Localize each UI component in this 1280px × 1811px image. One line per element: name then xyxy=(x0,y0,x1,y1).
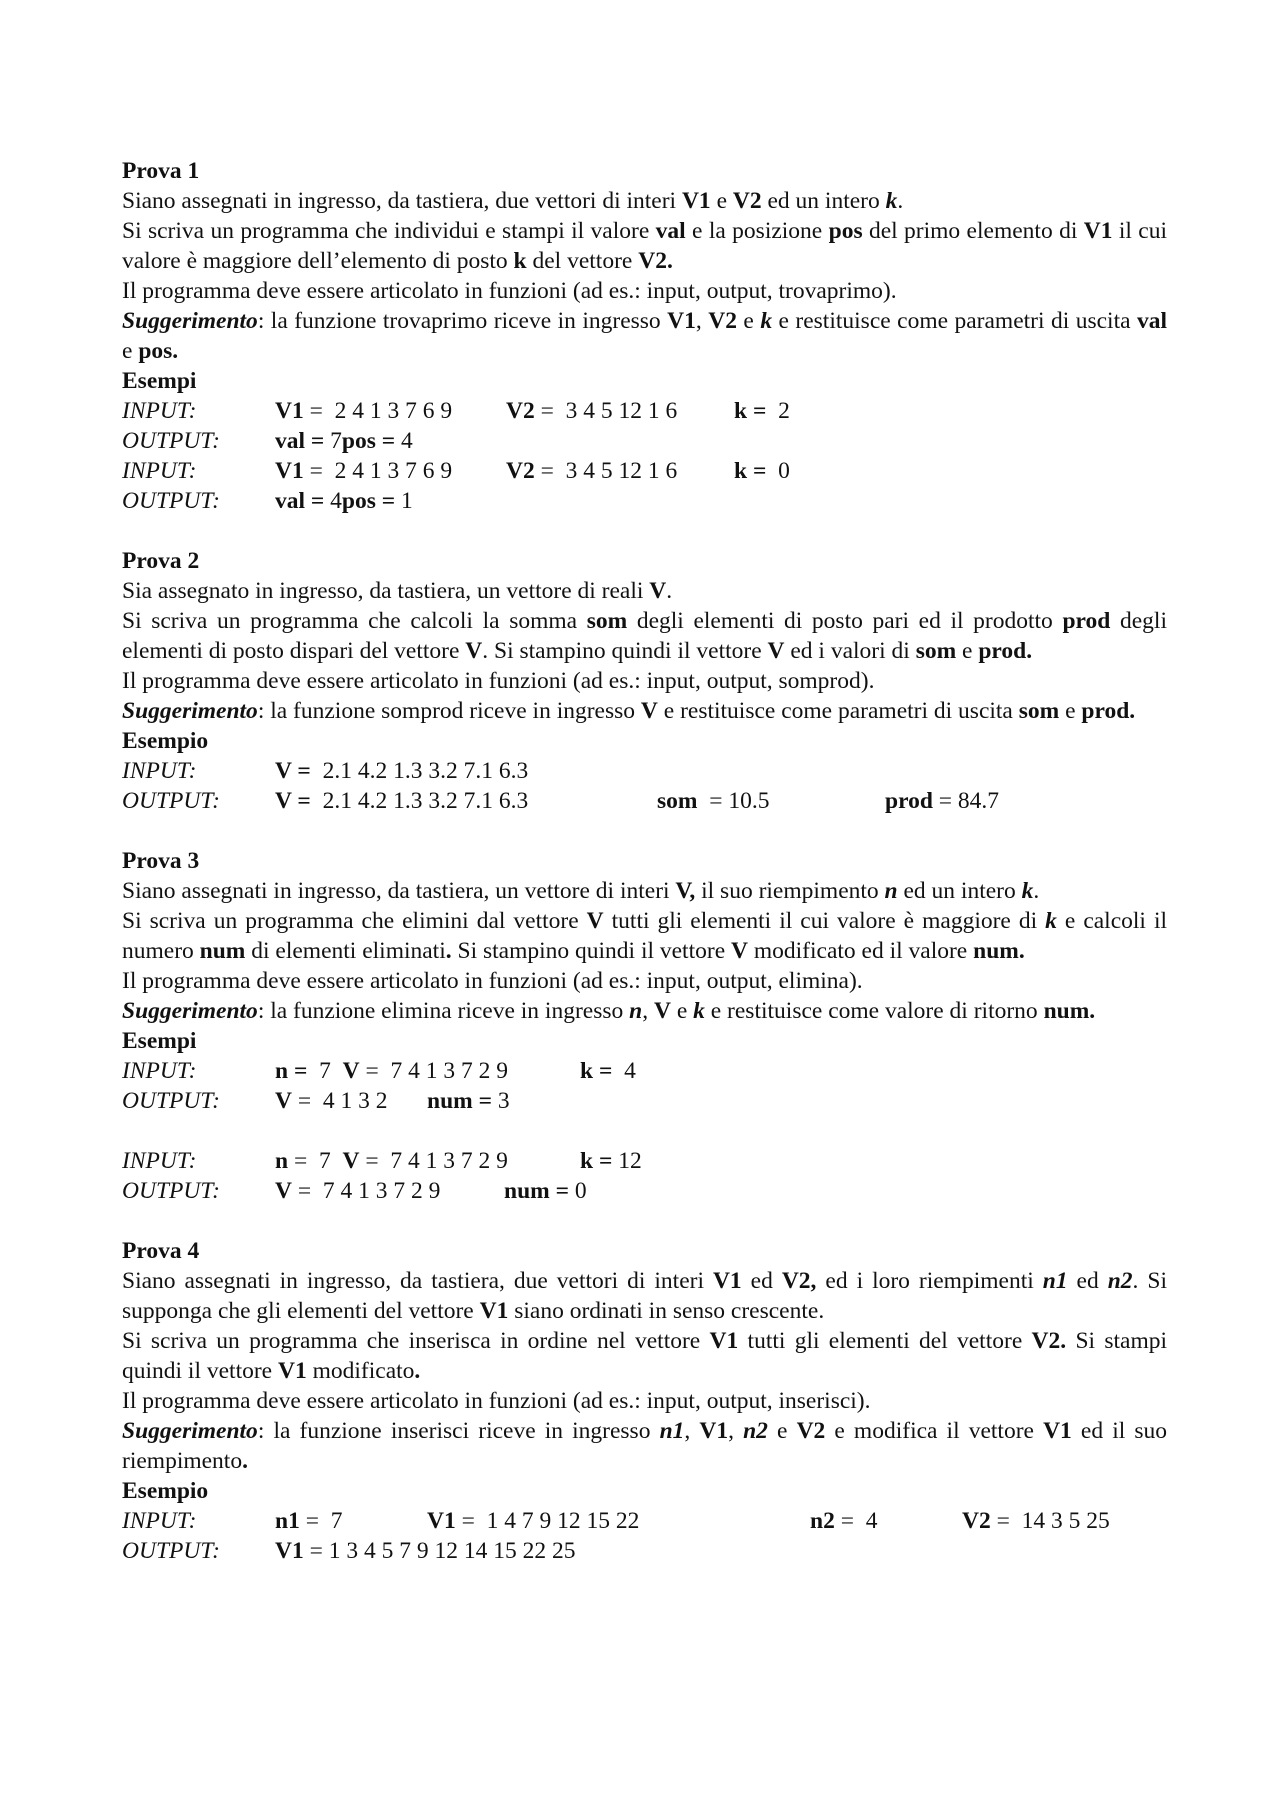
paragraph: Suggerimento: la funzione trovaprimo riceve in ingresso V1, V2 e k e restituisce come parametri di uscita val e pos. xyxy=(122,308,1168,364)
paragraph: Suggerimento: la funzione somprod riceve in ingresso V e restituisce come parametri di uscita som e prod. xyxy=(122,698,1136,724)
example-input-row: INPUT: n = 7 V = 7 4 1 3 7 2 9 k = 12 xyxy=(122,1148,642,1174)
paragraph: Suggerimento: la funzione elimina riceve in ingresso n, V e k e restituisce come valore di ritorno num. xyxy=(122,998,1096,1024)
paragraph: Suggerimento: la funzione inserisci riceve in ingresso n1, V1, n2 e V2 e modifica il vettore V1 ed il suo riempimento. xyxy=(122,1418,1168,1474)
examples-label: Esempi xyxy=(122,368,197,394)
examples-label: Esempi xyxy=(122,1028,197,1054)
paragraph: Siano assegnati in ingresso, da tastiera, due vettori di interi V1 ed V2, ed i loro riempimenti n1 ed n2. Si supponga che gli elementi del vettore V1 siano ordinati in senso crescente. xyxy=(122,1268,1167,1324)
paragraph: Si scriva un programma che inserisca in ordine nel vettore V1 tutti gli elementi del vettore V2. Si stampi quindi il vettore V1 modificato. xyxy=(122,1328,1167,1384)
section-title: Prova 3 xyxy=(122,848,200,874)
paragraph: Siano assegnati in ingresso, da tastiera, due vettori di interi V1 e V2 ed un intero k. xyxy=(122,188,904,214)
example-input-row: INPUT: V1 = 2 4 1 3 7 6 9 V2 = 3 4 5 12 1 6 k = 0 xyxy=(122,458,790,484)
document-page xyxy=(122,156,1167,1566)
example-input-row: INPUT: V = 2.1 4.2 1.3 3.2 7.1 6.3 xyxy=(122,758,529,784)
paragraph: Il programma deve essere articolato in funzioni (ad es.: input, output, elimina). xyxy=(122,968,863,994)
example-input-row: INPUT: V1 = 2 4 1 3 7 6 9 V2 = 3 4 5 12 1 6 k = 2 xyxy=(122,398,790,424)
example-input-row: INPUT: n = 7 V = 7 4 1 3 7 2 9 k = 4 xyxy=(122,1058,636,1084)
section-prova-1 xyxy=(122,156,1167,516)
example-label: Esempio xyxy=(122,1478,209,1504)
example-output-row: OUTPUT: V = 2.1 4.2 1.3 3.2 7.1 6.3 som = 10.5 prod = 84.7 xyxy=(122,788,1000,814)
example-output-row: OUTPUT: val = 4 pos = 1 xyxy=(122,488,413,514)
paragraph: Si scriva un programma che elimini dal vettore V tutti gli elementi il cui valore è maggiore di k e calcoli il numero num di elementi eliminati. Si stampino quindi il vettore V modificato ed il valore num. xyxy=(122,908,1167,964)
paragraph: Il programma deve essere articolato in funzioni (ad es.: input, output, somprod). xyxy=(122,668,875,694)
example-output-row: OUTPUT: V = 7 4 1 3 7 2 9 num = 0 xyxy=(122,1178,587,1204)
section-title: Prova 1 xyxy=(122,158,200,184)
paragraph: Si scriva un programma che individui e stampi il valore val e la posizione pos del primo elemento di V1 il cui valore è maggiore dell’elemento di posto k del vettore V2. xyxy=(122,218,1167,274)
paragraph: Siano assegnati in ingresso, da tastiera, un vettore di interi V, il suo riempimento n ed un intero k. xyxy=(122,878,1040,904)
section-prova-4 xyxy=(122,1236,1167,1566)
example-output-row: OUTPUT: V1 = 1 3 4 5 7 9 12 14 15 22 25 xyxy=(122,1538,576,1564)
section-prova-2 xyxy=(122,546,1167,816)
paragraph: Si scriva un programma che calcoli la somma som degli elementi di posto pari ed il prodotto prod degli elementi di posto dispari del vettore V. Si stampino quindi il vettore V ed i valori di som e prod. xyxy=(122,608,1167,664)
section-title: Prova 4 xyxy=(122,1238,200,1264)
paragraph: Sia assegnato in ingresso, da tastiera, un vettore di reali V. xyxy=(122,578,673,604)
paragraph: Il programma deve essere articolato in funzioni (ad es.: input, output, trovaprimo). xyxy=(122,278,897,304)
example-output-row: OUTPUT: val = 7 pos = 4 xyxy=(122,428,413,454)
example-input-row: INPUT: n1 = 7 V1 = 1 4 7 9 12 15 22 n2 = 4 V2 = 14 3 5 25 xyxy=(122,1508,1110,1534)
paragraph: Il programma deve essere articolato in funzioni (ad es.: input, output, inserisci). xyxy=(122,1388,871,1414)
section-title: Prova 2 xyxy=(122,548,200,574)
section-prova-3 xyxy=(122,846,1167,1206)
example-output-row: OUTPUT: V = 4 1 3 2 num = 3 xyxy=(122,1088,510,1114)
example-label: Esempio xyxy=(122,728,209,754)
